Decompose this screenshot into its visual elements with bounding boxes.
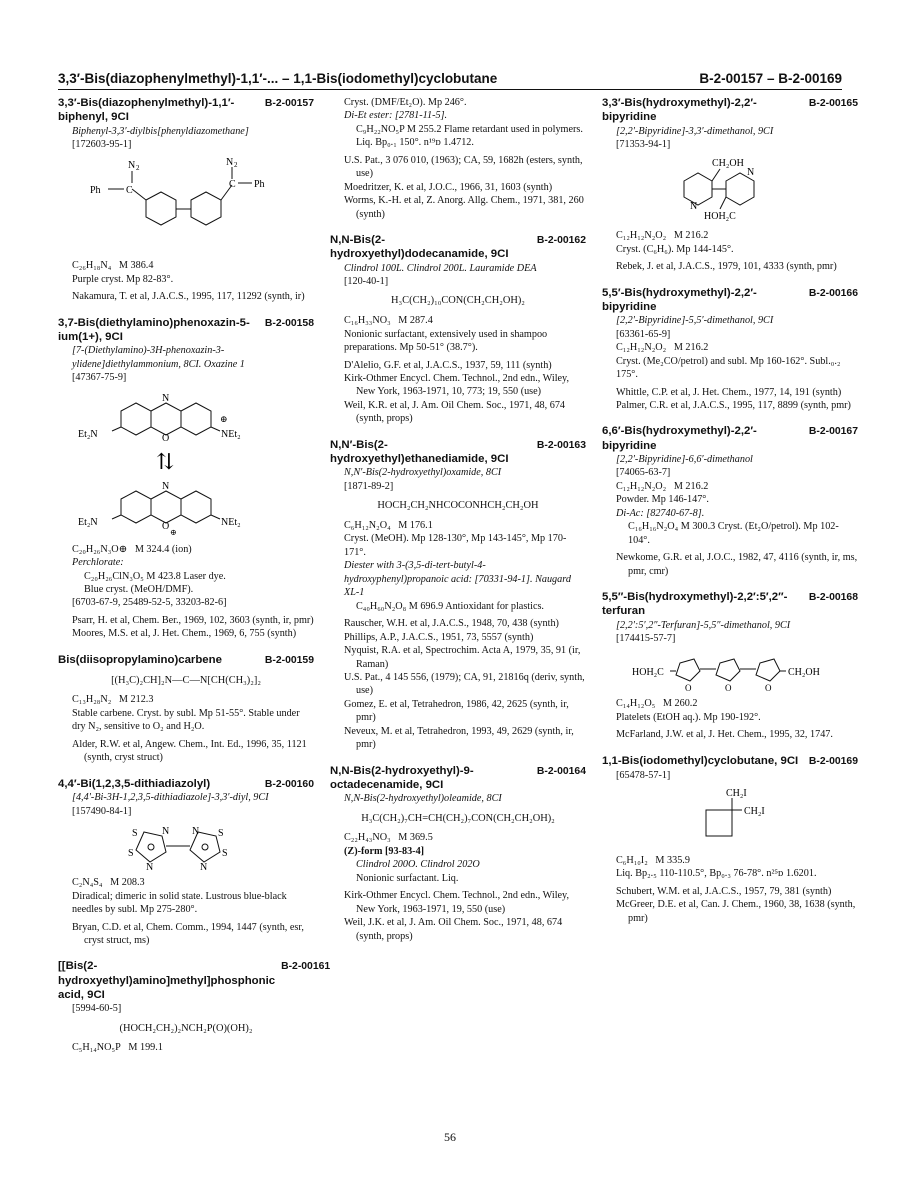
struct-label: S <box>132 828 138 840</box>
entry-reference: Weil, J.K. et al, J. Am. Oil Chem. Soc., 1971, 48, 674 (synth, props) <box>344 917 563 942</box>
entry-reference: Whittle, C.P. et al, J. Het. Chem., 1977, 14, 191 (synth) <box>616 386 842 398</box>
struct-label: N <box>690 201 698 213</box>
entry-reference: Rebek, J. et al, J.A.C.S., 1979, 101, 4333 (synth, pmr) <box>616 261 837 273</box>
entry-synonyms: [2,2′-Bipyridine]-6,6′-dimethanol <box>616 453 753 465</box>
entry-id: B-2-00169 <box>808 755 858 767</box>
entry-reference: Bryan, C.D. et al, Chem. Comm., 1994, 1447 (synth, esr, cryst struct, ms) <box>72 921 304 946</box>
struct-label: C <box>126 185 133 197</box>
entry-name: Bis(diisopropylamino)carbene <box>58 653 222 666</box>
struct-label: O <box>162 432 170 444</box>
entry-reference: U.S. Pat., 3 076 010, (1963); CA, 59, 1682h (esters, synth, use) <box>344 154 583 180</box>
entry-mass: M 287.4 <box>398 315 433 327</box>
entry-id: B-2-00160 <box>264 778 314 790</box>
entry-mass: M 199.1 <box>128 1042 163 1054</box>
entry-data: Perchlorate: <box>72 557 124 569</box>
entry-cas: [120-40-1] <box>344 276 389 288</box>
entry-id: B-2-00166 <box>808 287 858 299</box>
struct-label: ⊕ <box>220 413 228 424</box>
entry-name: N,N-Bis(2-hydroxyethyl)-9-octadecenamide, 9CI <box>330 764 474 791</box>
structure-diagram <box>58 389 314 539</box>
entry-name: 1,1-Bis(iodomethyl)cyclobutane, 9CI <box>602 754 799 767</box>
entry-mass: M 176.1 <box>398 519 433 531</box>
entry-reference: McGreer, D.E. et al, Can. J. Chem., 1960, 38, 1638 (synth, pmr) <box>616 899 856 924</box>
entry-synonyms: Clindrol 100L. Clindrol 200L. Lauramide DEA <box>344 262 537 274</box>
struct-label: C <box>229 179 236 191</box>
equilibrium-arrows: ⇅ <box>156 448 175 474</box>
entry-name: 5,5′-Bis(hydroxymethyl)-2,2′-bipyridine <box>602 286 757 314</box>
entry-mass: M 212.3 <box>118 694 154 706</box>
entry-cas: [172603-95-1] <box>72 138 132 150</box>
entry-name: 6,6′-Bis(hydroxymethyl)-2,2′-bipyridine <box>602 425 757 452</box>
struct-label: N <box>128 160 136 172</box>
struct-label: N <box>200 862 208 873</box>
struct-label: CH₂OH <box>712 158 744 170</box>
structure-diagram <box>602 649 858 693</box>
struct-label: CH₂OH <box>788 667 820 679</box>
struct-label: N <box>146 862 154 873</box>
entry-name: 3,3′-Bis(hydroxymethyl)-2,2′-bipyridine <box>602 97 757 124</box>
entry-data: Diester with 3-(3,5-di-tert-butyl-4-hydroxyphenyl)propanoic acid: [70331-94-1]. Naugard XL-1 <box>344 560 571 599</box>
entry-id: B-2-00163 <box>536 439 586 451</box>
entry-reference: Rauscher, W.H. et al, J.A.C.S., 1948, 70, 438 (synth) <box>344 618 559 630</box>
entry-b-2-00159 <box>58 653 314 765</box>
entry-name: N,N′-Bis(2-hydroxyethyl)ethanediamide, 9CI <box>330 438 509 466</box>
structural-formula: (HOCH₂CH₂)₂NCH₂P(O)(OH)₂ <box>119 1022 253 1034</box>
entry-data: Purple cryst. Mp 82-83°. <box>72 273 174 285</box>
entry-reference: Alder, R.W. et al, Angew. Chem., Int. Ed., 1996, 35, 1121 (synth, cryst struct) <box>72 738 307 764</box>
structural-formula: H₃C(CH₂)₁₀CON(CH₂CH₂OH)₂ <box>391 295 525 307</box>
entry-mass: M 216.2 <box>673 230 709 242</box>
struct-label: N <box>192 826 200 838</box>
entry-reference: Moores, M.S. et al, J. Het. Chem., 1969, 6, 755 (synth) <box>72 628 297 640</box>
entry-b-2-00161 <box>58 959 331 1054</box>
entry-data: Nonionic surfactant, extensively used in shampoo preparations. Mp 50-51° (38.7°). <box>344 328 548 354</box>
entry-data: Cryst. (C₆H₆). Mp 144-145°. <box>616 243 734 255</box>
entry-name: 4,4′-Bi(1,2,3,5-dithiadiazolyl) <box>58 777 211 790</box>
entry-id: B-2-00162 <box>536 235 586 247</box>
entry-formula: C₂₂H₄₃NO₃ <box>344 832 391 844</box>
entry-mass: M 216.2 <box>673 342 709 354</box>
struct-label: ⊕ <box>170 527 177 537</box>
entry-synonyms: [7-(Diethylamino)-3H-phenoxazin-3-ylidene]diethylammonium, 8CI. Oxazine 1 <box>72 345 245 370</box>
entry-synonyms: [2,2′-Bipyridine]-5,5′-dimethanol, 9CI <box>616 315 774 327</box>
entry-name: [[Bis(2-hydroxyethyl)amino]methyl]phosphonic acid, 9CI <box>58 960 276 1001</box>
struct-label: O <box>685 683 692 694</box>
entry-cas: [74065-63-7] <box>616 467 671 479</box>
entry-synonyms: [2,2′:5′,2″-Terfuran]-5,5″-dimethanol, 9CI <box>616 619 791 631</box>
entry-id: B-2-00158 <box>264 317 314 329</box>
entry-mass: M 208.3 <box>110 877 145 889</box>
page-number: 56 <box>444 1130 456 1144</box>
entry-b-2-00157 <box>58 96 314 304</box>
entry-data: Powder. Mp 146-147°. <box>616 494 709 506</box>
entry-b-2-00161-continued <box>330 96 586 221</box>
structural-formula: H₃C(CH₂)₇CH=CH(CH₂)₇CON(CH₂CH₂OH)₂ <box>361 812 555 824</box>
entry-reference: Psarr, H. et al, Chem. Ber., 1969, 102, 3603 (synth, ir, pmr) <box>72 614 314 626</box>
entry-data: C₉H₂₂NO₅P M 255.2 Flame retardant used in polymers. Liq. Bp₀.₁ 150°. n¹⁹ᴅ 1.4712. <box>356 123 583 149</box>
entry-synonyms: N,N-Bis(2-hydroxyethyl)oleamide, 8CI <box>344 793 502 805</box>
entry-id: B-2-00165 <box>808 98 858 109</box>
entry-data: C₄₀H₆₀N₂O₈ M 696.9 Antioxidant for plastics. <box>356 600 544 612</box>
entry-name: 3,7-Bis(diethylamino)phenoxazin-5-ium(1+), 9CI <box>58 316 250 344</box>
entry-formula: C₁₆H₃₃NO₃ <box>344 315 391 327</box>
struct-label: Ph <box>254 179 265 191</box>
entry-b-2-00168 <box>602 590 858 742</box>
entry-data: Nonionic surfactant. Liq. <box>356 872 459 884</box>
entry-reference: Phillips, A.P., J.A.C.S., 1951, 73, 5557 (synth) <box>344 631 534 643</box>
entry-mass: M 216.2 <box>673 480 709 492</box>
entry-formula: C₅H₁₄NO₅P <box>72 1042 121 1054</box>
entry-data: Cryst. (MeOH). Mp 128-130°, Mp 143-145°, Mp 170-171°. <box>344 533 567 558</box>
entry-data: Di-Ac: [82740-67-8]. <box>616 507 705 519</box>
entry-reference: Gomez, E. et al, Tetrahedron, 1986, 42, 2625 (synth, ir, pmr) <box>344 698 569 724</box>
entry-data: Liq. Bp₂.₅ 110-110.5°, Bp₀.₃ 76-78°. n²⁵ᴅ 1.6201. <box>616 868 817 880</box>
struct-label: S <box>128 848 134 860</box>
entry-b-2-00165 <box>602 96 858 274</box>
entry-name: 3,3′-Bis(diazophenylmethyl)-1,1′-biphenyl, 9CI <box>58 97 235 124</box>
struct-label: HOH₂C <box>632 667 664 679</box>
page-columns <box>58 96 858 1116</box>
struct-label: Et₂N <box>78 516 98 528</box>
entry-data: Diradical; dimeric in solid state. Lustrous blue-black needles by subl. Mp 275-280°. <box>72 890 287 916</box>
entry-data: Clindrol 200O. Clindrol 202O <box>356 859 480 871</box>
struct-label: 2 <box>136 164 140 173</box>
struct-label: NEt₂ <box>221 428 241 440</box>
entry-id: B-2-00161 <box>281 961 331 973</box>
entry-synonyms: [4,4′-Bi-3H-1,2,3,5-dithiadiazole]-3,3′-diyl, 9CI <box>72 792 269 804</box>
entry-cas: [174415-57-7] <box>616 632 676 644</box>
entry-b-2-00166 <box>602 286 858 413</box>
entry-reference: Neveux, M. et al, Tetrahedron, 1993, 49, 2629 (synth, ir, pmr) <box>344 725 574 751</box>
entry-cas: [1871-89-2] <box>344 480 394 492</box>
entry-data: Cryst. (Me₂CO/petrol) and subl. Mp 160-162°. Subl.₀.₂ 175°. <box>616 355 841 381</box>
entry-synonyms: [2,2′-Bipyridine]-3,3′-dimethanol, 9CI <box>616 125 774 137</box>
structure-diagram <box>58 822 314 872</box>
entry-id: B-2-00157 <box>264 98 314 109</box>
structural-formula: HOCH₂CH₂NHCOCONHCH₂CH₂OH <box>377 500 539 512</box>
struct-label: N <box>162 480 170 492</box>
struct-label: O <box>725 683 732 694</box>
entry-mass: M 324.4 (ion) <box>134 543 192 555</box>
structure-diagram <box>58 155 314 255</box>
entry-mass: M 369.5 <box>398 832 433 844</box>
entry-mass: M 260.2 <box>662 698 698 710</box>
struct-label: N <box>747 167 755 179</box>
struct-label: N <box>162 826 170 838</box>
struct-label: 2 <box>234 161 238 170</box>
entry-formula: C₁₃H₂₈N₂ <box>72 694 112 706</box>
entry-reference: D'Alelio, G.F. et al, J.A.C.S., 1937, 59, 111 (synth) <box>344 359 552 371</box>
entry-b-2-00167 <box>602 424 858 578</box>
struct-label: NEt₂ <box>221 516 241 528</box>
struct-label: S <box>218 828 224 840</box>
entry-reference: Schubert, W.M. et al, J.A.C.S., 1957, 79, 381 (synth) <box>616 885 832 897</box>
struct-label: CH₂I <box>726 787 747 799</box>
struct-label: Et₂N <box>78 428 98 440</box>
struct-label: O <box>765 683 772 694</box>
entry-cas: [157490-84-1] <box>72 805 132 817</box>
entry-reference: Moedritzer, K. et al, J.O.C., 1966, 31, 1603 (synth) <box>344 181 553 193</box>
entry-formula: C₆H₁₀I₂ <box>616 854 648 866</box>
entry-b-2-00164 <box>330 764 586 943</box>
page-header <box>58 60 842 90</box>
structural-formula: [(H₃C)₂CH]₂N—C—N[CH(CH₃)₂]₂ <box>111 674 261 686</box>
struct-label: HOH₂C <box>704 211 736 223</box>
entry-data: Platelets (EtOH aq.). Mp 190-192°. <box>616 711 761 723</box>
entry-cas: [5994-60-5] <box>72 1003 122 1015</box>
entry-formula: C₁₄H₁₂O₅ <box>616 698 656 710</box>
entry-reference: Kirk-Othmer Encycl. Chem. Technol., 2nd edn., Wiley, New York, 1963-1971, 19, 550 (use) <box>344 890 570 915</box>
entry-mass: M 335.9 <box>655 854 690 866</box>
entry-data: (Z)-form [93-83-4] <box>344 845 425 857</box>
entry-synonyms: N,N′-Bis(2-hydroxyethyl)oxamide, 8CI <box>344 467 502 479</box>
entry-b-2-00160 <box>58 777 314 948</box>
entry-formula: C₂₆H₁₈N₄ <box>72 260 112 272</box>
entry-mass: M 386.4 <box>118 260 154 272</box>
entry-reference: Nyquist, R.A. et al, Spectrochim. Acta A, 1979, 35, 91 (ir, Raman) <box>344 645 581 670</box>
entry-data: [6703-67-9, 25489-52-5, 33203-82-6] <box>72 597 227 609</box>
struct-label: N <box>226 157 234 169</box>
entry-data: Stable carbene. Cryst. by subl. Mp 51-55°. Stable under dry N₂, sensitive to O₂ and H₂O. <box>72 707 300 733</box>
entry-reference: Nakamura, T. et al, J.A.C.S., 1995, 117, 11292 (synth, ir) <box>72 291 305 303</box>
entry-cas: [63361-65-9] <box>616 328 671 340</box>
entry-cas: [71353-94-1] <box>616 138 671 150</box>
entry-synonyms: Biphenyl-3,3′-diylbis[phenyldiazomethane] <box>72 125 249 137</box>
entry-formula: C₂N₄S₄ <box>72 877 103 889</box>
entry-data: C₁₆H₁₆N₂O₄ M 300.3 Cryst. (Et₂O/petrol). Mp 102-104°. <box>628 521 839 546</box>
entry-id: B-2-00168 <box>808 592 858 604</box>
entry-id: B-2-00159 <box>264 654 314 666</box>
entry-id: B-2-00167 <box>808 426 858 438</box>
column-2 <box>330 96 586 1116</box>
struct-label: Ph <box>90 185 101 197</box>
entry-formula: C₁₂H₁₂N₂O₂ <box>616 230 667 242</box>
entry-data: Cryst. (DMF/Et₂O). Mp 246°. <box>344 97 467 108</box>
struct-label: O <box>162 520 170 532</box>
running-title: 3,3′-Bis(diazophenylmethyl)-1,1′-... – 1,1-Bis(iodomethyl)cyclobutane <box>58 71 498 86</box>
entry-b-2-00158 <box>58 316 314 641</box>
entry-name: 5,5″-Bis(hydroxymethyl)-2,2′:5′,2″-terfuran <box>602 591 788 618</box>
entry-reference: Palmer, C.R. et al, J.A.C.S., 1995, 117, 8899 (synth, pmr) <box>616 399 851 411</box>
entry-formula: C₁₂H₁₂N₂O₂ <box>616 342 667 354</box>
entry-formula: C₆H₁₂N₂O₄ <box>344 519 391 531</box>
entry-reference: McFarland, J.W. et al, J. Het. Chem., 1995, 32, 1747. <box>616 729 833 741</box>
entry-cas: [47367-75-9] <box>72 372 127 384</box>
struct-label: CH₂I <box>744 805 765 817</box>
entry-cas: [65478-57-1] <box>616 769 671 781</box>
struct-label: S <box>222 848 228 860</box>
entry-reference: Kirk-Othmer Encycl. Chem. Technol., 2nd edn., Wiley, New York, 1963-1971, 10, 773; 19, 550 (use) <box>344 373 570 398</box>
entry-b-2-00162 <box>330 233 586 426</box>
entry-reference: Worms, K.-H. et al, Z. Anorg. Allg. Chem., 1971, 381, 260 (synth) <box>344 195 584 220</box>
entry-id: B-2-00164 <box>536 765 586 777</box>
entry-formula: C₁₂H₁₂N₂O₂ <box>616 480 667 492</box>
struct-label: N <box>162 392 170 404</box>
entry-data: C₂₀H₂₆ClN₃O₅ M 423.8 Laser dye. <box>84 570 226 582</box>
entry-name: N,N-Bis(2-hydroxyethyl)dodecanamide, 9CI <box>330 234 509 261</box>
entry-b-2-00163 <box>330 438 586 752</box>
structure-diagram <box>602 786 858 850</box>
entry-range: B-2-00157 – B-2-00169 <box>699 71 842 86</box>
column-3 <box>602 96 858 1116</box>
entry-b-2-00169 <box>602 754 858 925</box>
structure-diagram <box>602 155 858 225</box>
column-1 <box>58 96 331 1116</box>
entry-data: Di-Et ester: [2781-11-5]. <box>344 110 448 122</box>
entry-reference: Newkome, G.R. et al, J.O.C., 1982, 47, 4116 (synth, ir, ms, pmr, cmr) <box>616 552 858 577</box>
entry-formula: C₂₀H₂₆N₃O⊕ <box>72 543 128 555</box>
entry-data: Blue cryst. (MeOH/DMF). <box>84 583 194 595</box>
entry-reference: Weil, K.R. et al, J. Am. Oil Chem. Soc., 1971, 48, 674 (synth, props) <box>344 399 566 425</box>
entry-reference: U.S. Pat., 4 145 556, (1979); CA, 91, 21816q (deriv, synth, use) <box>344 671 585 697</box>
